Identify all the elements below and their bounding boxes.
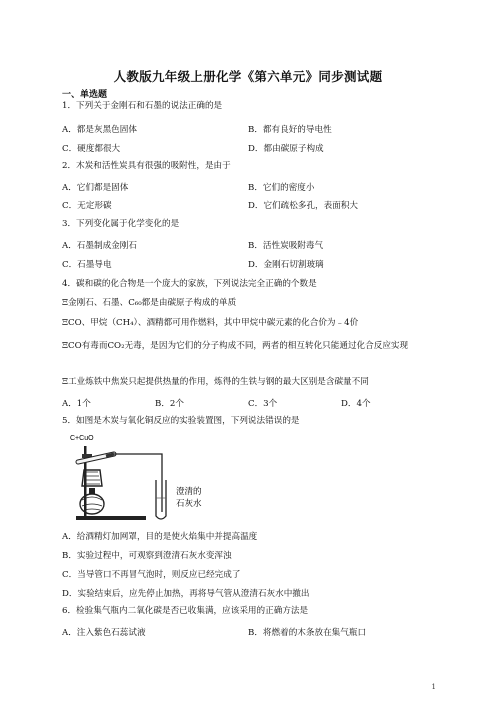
q5-option-b: B．实验过程中，可观察到澄清石灰水变浑浊 [62,551,232,561]
q4-statement-4: Ξ工业炼铁中焦炭只起提供热量的作用，炼得的生铁与钢的最大区别是含碳量不同 [62,377,369,387]
q1-option-d: D．都由碳原子构成 [248,144,324,154]
question-4-stem: 4．碳和碳的化合物是一个庞大的家族，下列说法完全正确的个数是 [62,279,317,289]
q5-option-c: C．当导管口不再冒气泡时，则反应已经完成了 [62,570,241,580]
apparatus-figure [66,432,216,522]
q4-statement-2: ΞCO、甲烷（CH₄）、酒精都可用作燃料，其中甲烷中碳元素的化合价为﹣4价 [62,318,359,328]
q2-option-a: A．它们都是固体 [62,183,129,193]
q6-option-a: A．注入紫色石蕊试液 [62,628,146,638]
q5-option-a: A．给酒精灯加网罩，目的是使火焰集中并提高温度 [62,532,258,542]
delivery-tube [114,454,162,512]
q1-option-c: C．硬度都很大 [62,144,121,154]
q6-option-b: B．将燃着的木条放在集气瓶口 [248,628,367,638]
apparatus-diagram [66,432,216,522]
receiving-tube [156,480,166,519]
section-heading: 一、单选题 [62,90,108,100]
q2-option-d: D．它们疏松多孔，表面积大 [248,201,359,211]
q2-option-b: B．它们的密度小 [248,183,315,193]
q4-statement-1: Ξ金刚石、石墨、C₆₀都是由碳原子构成的单质 [62,298,237,308]
q4-option-a: A．1个 [62,399,91,409]
q3-option-d: D．金刚石切割玻璃 [248,260,324,270]
question-6-stem: 6．检验集气瓶内二氧化碳是否已收集满，应该采用的正确方法是 [62,606,309,616]
q4-statement-3: ΞCO有毒而CO₂无毒，是因为它们的分子构成不同，两者的相互转化只能通过化合反应实现 [62,341,409,351]
question-5-stem: 5．如图是木炭与氧化铜反应的实验装置图，下列说法错误的是 [62,416,300,426]
figure-label-limewater-2: 石灰水 [176,499,202,509]
question-2-stem: 2．木炭和活性炭具有很强的吸附性，是由于 [62,161,231,171]
q5-option-d: D．实验结束后，应先停止加热，再将导气管从澄清石灰水中撤出 [62,589,310,599]
q4-option-b: B．2个 [155,399,184,409]
q4-option-c: C．3个 [248,399,278,409]
document-title: 人教版九年级上册化学《第六单元》同步测试题 [113,69,383,84]
figure-label-reactants: C+CuO [70,435,94,442]
q2-option-c: C．无定形碳 [62,201,112,211]
q3-option-a: A．石墨制成金刚石 [62,241,137,251]
page-number: 1 [431,683,436,691]
question-3-stem: 3．下列变化属于化学变化的是 [62,219,180,229]
q1-option-a: A．都是灰黑色固体 [62,125,137,135]
q4-option-d: D．4个 [341,399,371,409]
q3-option-b: B．活性炭吸附毒气 [248,241,324,251]
question-1-stem: 1．下列关于金刚石和石墨的说法正确的是 [62,101,223,111]
figure-label-limewater-1: 澄清的 [176,487,202,497]
q1-option-b: B．都有良好的导电性 [248,125,332,135]
q3-option-c: C．石墨导电 [62,260,112,270]
